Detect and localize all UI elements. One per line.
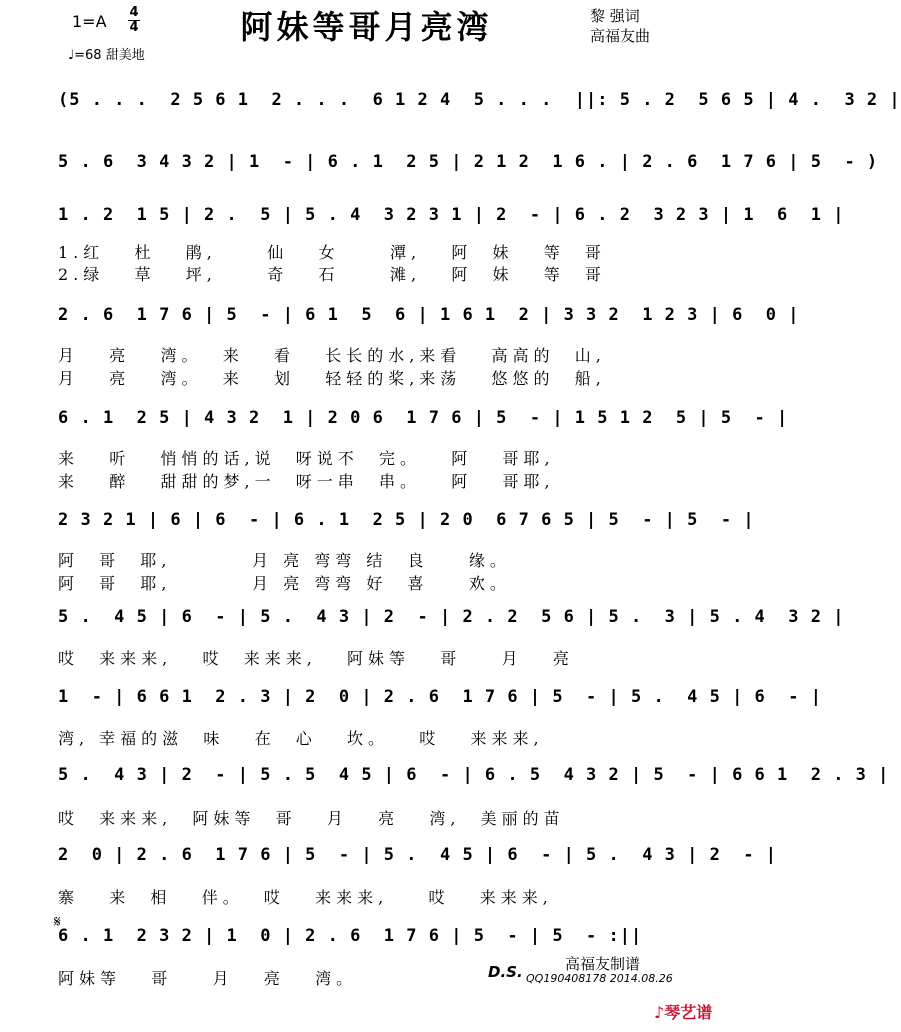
lyric-line: 阿妹等 哥 月 亮 湾。	[58, 969, 358, 988]
time-bottom: 4	[129, 20, 139, 35]
site-logo	[654, 1000, 712, 1023]
music-line: 1 . 2 1 5 | 2 . 5 | 5 . 4 3 2 3 1 | 2 - | 6 . 2 3 2 3 | 1 6 1 |	[58, 205, 845, 225]
lyric-line: 寨 来 相 伴。 哎 来来来, 哎 来来来,	[58, 888, 553, 907]
credits	[590, 6, 650, 46]
lyric-line: 阿 哥 耶, 月 亮 弯弯 好 喜 欢。	[58, 574, 511, 593]
tempo-marking: ♩=68 甜美地	[68, 48, 145, 63]
lyric-line: 2.绿 草 坪, 奇 石 滩, 阿 妹 等 哥	[58, 265, 606, 284]
time-top: 4	[129, 5, 139, 20]
lyricist: 黎 强词	[590, 7, 640, 25]
lyric-line: 来 醉 甜甜的梦,一 呀一串 串。 阿 哥耶,	[58, 472, 555, 491]
ds-marking: D.S.	[488, 963, 523, 981]
music-line: 1 - | 6 6 1 2 . 3 | 2 0 | 2 . 6 1 7 6 | 5 - | 5 . 4 5 | 6 - |	[58, 687, 822, 707]
music-line: 2 3 2 1 | 6 | 6 - | 6 . 1 2 5 | 2 0 6 7 6 5 | 5 - | 5 - |	[58, 510, 755, 530]
music-line: 6 . 1 2 3 2 | 1 0 | 2 . 6 1 7 6 | 5 - | 5 - :||	[58, 926, 643, 946]
music-line: 5 . 4 5 | 6 - | 5 . 4 3 | 2 - | 2 . 2 5 6 | 5 . 3 | 5 . 4 3 2 |	[58, 607, 845, 627]
lyric-line: 月 亮 湾。 来 看 长长的水,来看 高高的 山,	[58, 346, 606, 365]
music-line: 5 . 4 3 | 2 - | 5 . 5 4 5 | 6 - | 6 . 5 4 3 2 | 5 - | 6 6 1 2 . 3 |	[58, 765, 890, 785]
lyric-line: 哎 来来来, 哎 来来来, 阿妹等 哥 月 亮	[58, 649, 574, 668]
music-line: (5 . . . 2 5 6 1 2 . . . 6 1 2 4 5 . . . ||: 5 . 2 5 6 5 | 4 . 3 2 |	[58, 90, 901, 110]
lyric-line: 1.红 杜 鹃, 仙 女 潭, 阿 妹 等 哥	[58, 243, 606, 262]
music-line: 6 . 1 2 5 | 4 3 2 1 | 2 0 6 1 7 6 | 5 - | 1 5 1 2 5 | 5 - |	[58, 408, 789, 428]
lyric-line: 湾, 幸福的滋 味 在 心 坎。 哎 来来来,	[58, 729, 544, 748]
segno-icon: 𝄋	[54, 912, 61, 931]
music-line: 5 . 6 3 4 3 2 | 1 - | 6 . 1 2 5 | 2 1 2 1 6 . | 2 . 6 1 7 6 | 5 - )	[58, 152, 879, 172]
key-signature: 1=A	[72, 12, 107, 31]
lyric-line: 阿 哥 耶, 月 亮 弯弯 结 良 缘。	[58, 551, 511, 570]
logo-icon: ♪	[654, 1003, 665, 1022]
music-line: 2 . 6 1 7 6 | 5 - | 6 1 5 6 | 1 6 1 2 | 3 3 2 1 2 3 | 6 0 |	[58, 305, 800, 325]
time-signature	[128, 6, 140, 35]
lyric-line: 月 亮 湾。 来 划 轻轻的桨,来荡 悠悠的 船,	[58, 369, 606, 388]
music-line: 2 0 | 2 . 6 1 7 6 | 5 - | 5 . 4 5 | 6 - | 5 . 4 3 | 2 - |	[58, 845, 778, 865]
logo-text: 琴艺谱	[664, 1003, 713, 1022]
lyric-line: 哎 来来来, 阿妹等 哥 月 亮 湾, 美丽的苗	[58, 809, 565, 828]
page-title: 阿妹等哥月亮湾	[240, 8, 493, 46]
arranger-credit: 高福友制谱	[565, 955, 641, 973]
composer: 高福友曲	[590, 27, 651, 45]
lyric-line: 来 听 悄悄的话,说 呀说不 完。 阿 哥耶,	[58, 449, 555, 468]
contact-info: QQ190408178 2014.08.26	[526, 972, 673, 985]
